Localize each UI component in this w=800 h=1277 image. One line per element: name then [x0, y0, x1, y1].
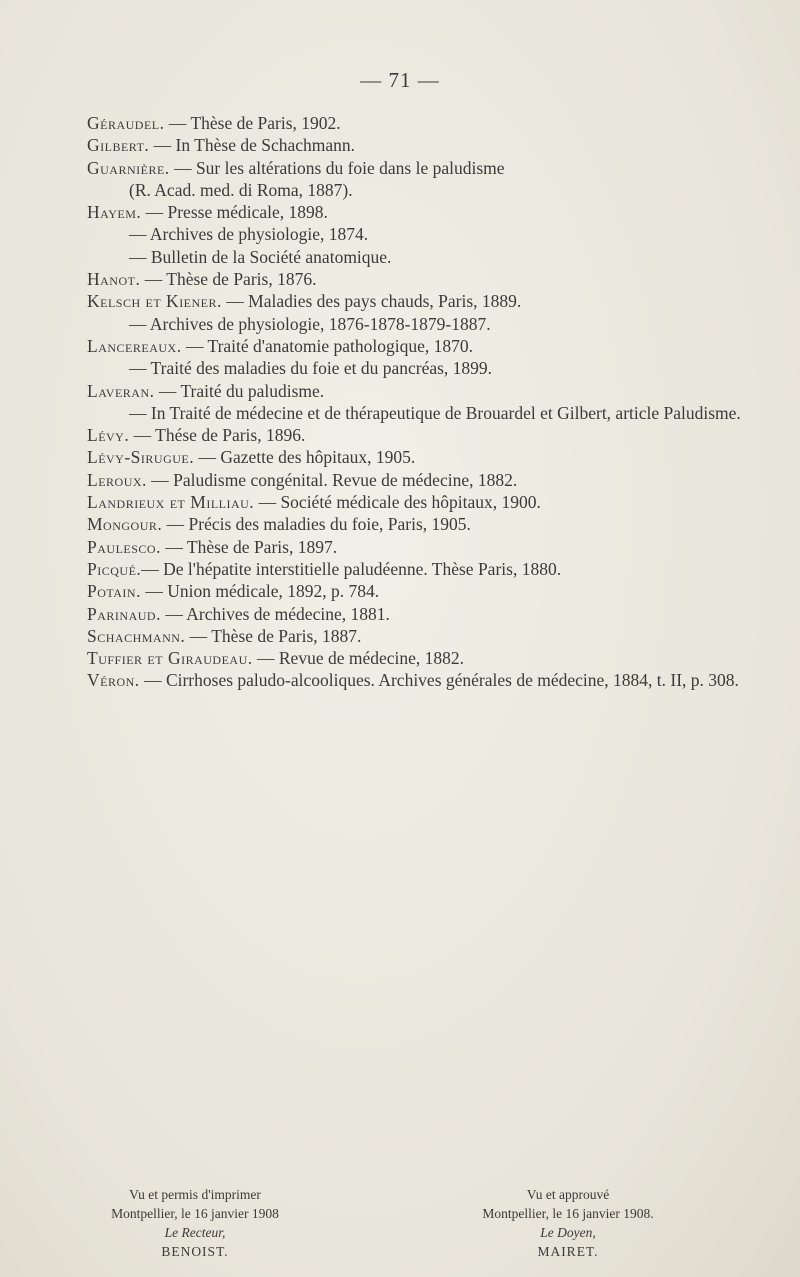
sig-line1: Vu et permis d'imprimer [129, 1187, 261, 1202]
bibliography-entry [87, 603, 767, 625]
bibliography-entry [87, 357, 767, 379]
sig-name: BENOIST. [161, 1244, 229, 1259]
entry-text: — Archives de physiologie, 1876-1878-1879-1887. [129, 313, 491, 334]
page-number: — 71 — [360, 68, 440, 92]
entry-text: — Bulletin de la Société anatomique. [129, 246, 392, 267]
entry-text: — Union médicale, 1892, p. 784. [140, 581, 380, 602]
sig-role: Le Doyen, [540, 1225, 596, 1240]
bibliography-entry [87, 558, 767, 580]
imprimatur-rector [75, 1185, 315, 1261]
bibliography-entry [87, 424, 767, 446]
entry-author: Parinaud. [87, 603, 161, 624]
entry-text: — Gazette des hôpitaux, 1905. [194, 447, 416, 468]
bibliography-entry [87, 335, 767, 357]
entry-text: — Maladies des pays chauds, Paris, 1889. [221, 291, 522, 312]
entry-author: Schachmann. [87, 625, 186, 646]
entry-author: Gilbert. [87, 135, 150, 156]
entry-text: — Cirrhoses paludo-alcooliques. Archives générales de médecine, 1884, t. II, p. 308. [139, 670, 739, 691]
entry-text: — In Thèse de Schachmann. [149, 135, 356, 156]
entry-author: Hanot. [87, 269, 141, 290]
entry-author: Laveran. [87, 380, 155, 401]
entry-author: Lévy-Sirugue. [87, 447, 195, 468]
entry-text: — Traité des maladies du foie et du pancréas, 1899. [129, 358, 493, 379]
bibliography-entry [87, 513, 767, 535]
bibliography-entry [87, 112, 767, 134]
entry-text: — Sur les altérations du foie dans le paludisme [169, 157, 505, 178]
bibliography-entry [87, 402, 767, 424]
sig-line1: Vu et approuvé [526, 1187, 610, 1202]
entry-text: — Revue de médecine, 1882. [252, 648, 465, 669]
bibliography-entry [87, 290, 767, 312]
entry-author: Lévy. [87, 425, 130, 446]
entry-text: — Archives de médecine, 1881. [160, 603, 390, 624]
entry-author: Landrieux et Milliau. [87, 492, 255, 513]
entry-text: — Précis des maladies du foie, Paris, 1905. [162, 514, 471, 535]
entry-text: — Archives de physiologie, 1874. [129, 224, 369, 245]
entry-text: — Paludisme congénital. Revue de médecine, 1882. [146, 469, 518, 490]
entry-text: — Thèse de Paris, 1887. [185, 625, 362, 646]
entry-author: Potain. [87, 581, 141, 602]
entry-text: — Société médicale des hôpitaux, 1900. [254, 492, 541, 513]
entry-author: Mongour. [87, 514, 163, 535]
entry-text: — Thèse de Paris, 1897. [160, 536, 338, 557]
entry-text: — Traité d'anatomie pathologique, 1870. [181, 335, 473, 356]
entry-author: Lancereaux. [87, 335, 182, 356]
entry-author: Paulesco. [87, 536, 161, 557]
entry-text: (R. Acad. med. di Roma, 1887). [129, 179, 353, 200]
sig-line2: Montpellier, le 16 janvier 1908. [482, 1206, 654, 1221]
entry-text: — Thèse de Paris, 1876. [140, 269, 317, 290]
entry-text: — De l'hépatite interstitielle paludéenne. Thèse Paris, 1880. [141, 558, 562, 579]
sig-name: MAIRET. [537, 1244, 599, 1259]
sig-role: Le Recteur, [164, 1225, 226, 1240]
bibliography-entry [87, 491, 767, 513]
entry-text: — Thése de Paris, 1896. [129, 425, 306, 446]
entry-author: Hayem. [87, 202, 142, 223]
bibliography-entry [87, 157, 767, 179]
bibliography-entry [87, 669, 767, 691]
bibliography-entry [87, 201, 767, 223]
entry-text: — Traité du paludisme. [154, 380, 325, 401]
bibliography-list [87, 112, 767, 692]
entry-text: — Thèse de Paris, 1902. [164, 113, 341, 133]
bibliography-entry [87, 313, 767, 335]
bibliography-entry [87, 469, 767, 491]
bibliography-entry [87, 446, 767, 468]
bibliography-entry [87, 223, 767, 245]
bibliography-entry [87, 536, 767, 558]
entry-author: Kelsch et Kiener. [87, 291, 222, 312]
bibliography-entry [87, 647, 767, 669]
entry-author: Leroux. [87, 469, 147, 490]
bibliography-entry [87, 580, 767, 602]
entry-author: Géraudel. [87, 113, 165, 133]
entry-text: — Presse médicale, 1898. [141, 202, 328, 223]
bibliography-entry [87, 268, 767, 290]
entry-author: Guarnière. [87, 157, 170, 178]
bibliography-entry [87, 246, 767, 268]
entry-author: Véron. [87, 670, 140, 691]
entry-author: Tuffier et Giraudeau. [87, 648, 253, 669]
bibliography-entry [87, 625, 767, 647]
entry-text: — In Traité de médecine et de thérapeutique de Brouardel et Gilbert, article Paludisme. [129, 402, 741, 423]
sig-line2: Montpellier, le 16 janvier 1908 [111, 1206, 279, 1221]
entry-author: Picqué. [87, 558, 142, 579]
bibliography-entry [87, 380, 767, 402]
bibliography-entry [87, 179, 767, 201]
bibliography-entry [87, 134, 767, 156]
approval-dean [448, 1185, 688, 1261]
